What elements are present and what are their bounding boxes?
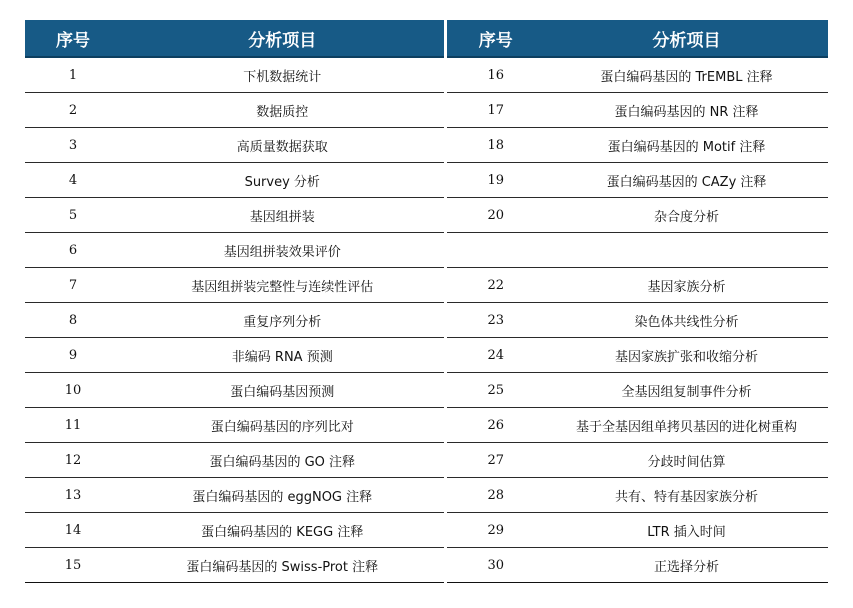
row-left-number: 10 xyxy=(25,373,121,408)
row-right-number: 26 xyxy=(445,408,545,443)
row-right-item: 全基因组复制事件分析 xyxy=(545,373,828,408)
row-right-item xyxy=(545,233,828,268)
row-right-item: 基因家族扩张和收缩分析 xyxy=(545,338,828,373)
row-right-number: 23 xyxy=(445,303,545,338)
header-row xyxy=(25,20,828,57)
header-right-number: 序号 xyxy=(445,20,545,57)
row-right-item: 蛋白编码基因的 NR 注释 xyxy=(545,93,828,128)
table-row xyxy=(25,163,828,198)
row-right-number: 19 xyxy=(445,163,545,198)
row-right-number: 22 xyxy=(445,268,545,303)
table-row xyxy=(25,93,828,128)
table-row xyxy=(25,478,828,513)
row-right-number: 28 xyxy=(445,478,545,513)
row-left-item: 基因组拼装效果评价 xyxy=(121,233,445,268)
analysis-items-table xyxy=(25,20,828,583)
row-left-item: 非编码 RNA 预测 xyxy=(121,338,445,373)
row-left-item: 蛋白编码基因的序列比对 xyxy=(121,408,445,443)
row-right-item: 杂合度分析 xyxy=(545,198,828,233)
row-right-item: 基因家族分析 xyxy=(545,268,828,303)
row-left-item: 基因组拼装完整性与连续性评估 xyxy=(121,268,445,303)
row-left-item: 蛋白编码基因的 GO 注释 xyxy=(121,443,445,478)
table-row xyxy=(25,513,828,548)
row-left-item: 下机数据统计 xyxy=(121,57,445,93)
row-right-number: 20 xyxy=(445,198,545,233)
table-body xyxy=(25,57,828,583)
row-right-item: 染色体共线性分析 xyxy=(545,303,828,338)
row-left-number: 11 xyxy=(25,408,121,443)
table-row xyxy=(25,443,828,478)
row-left-number: 4 xyxy=(25,163,121,198)
row-left-number: 7 xyxy=(25,268,121,303)
row-right-item: 正选择分析 xyxy=(545,548,828,583)
table-row xyxy=(25,548,828,583)
row-right-number: 18 xyxy=(445,128,545,163)
row-right-item: 分歧时间估算 xyxy=(545,443,828,478)
table-row xyxy=(25,373,828,408)
header-right-item: 分析项目 xyxy=(545,20,828,57)
row-left-number: 5 xyxy=(25,198,121,233)
row-right-number: 29 xyxy=(445,513,545,548)
row-left-item: 蛋白编码基因的 KEGG 注释 xyxy=(121,513,445,548)
row-right-item: 蛋白编码基因的 Motif 注释 xyxy=(545,128,828,163)
row-right-item: 蛋白编码基因的 TrEMBL 注释 xyxy=(545,57,828,93)
row-left-item: 蛋白编码基因预测 xyxy=(121,373,445,408)
row-left-number: 13 xyxy=(25,478,121,513)
analysis-items-table-container xyxy=(25,20,828,583)
row-left-number: 9 xyxy=(25,338,121,373)
row-left-item: 蛋白编码基因的 Swiss-Prot 注释 xyxy=(121,548,445,583)
header-left-item: 分析项目 xyxy=(121,20,445,57)
row-left-number: 15 xyxy=(25,548,121,583)
row-right-item: 蛋白编码基因的 CAZy 注释 xyxy=(545,163,828,198)
row-right-number: 24 xyxy=(445,338,545,373)
row-left-number: 8 xyxy=(25,303,121,338)
row-left-item: 蛋白编码基因的 eggNOG 注释 xyxy=(121,478,445,513)
table-row xyxy=(25,57,828,93)
row-right-item: 基于全基因组单拷贝基因的进化树重构 xyxy=(545,408,828,443)
row-left-number: 6 xyxy=(25,233,121,268)
row-right-number: 17 xyxy=(445,93,545,128)
row-left-number: 1 xyxy=(25,57,121,93)
row-left-item: 重复序列分析 xyxy=(121,303,445,338)
table-row xyxy=(25,268,828,303)
table-row xyxy=(25,408,828,443)
row-left-number: 2 xyxy=(25,93,121,128)
row-right-item: 共有、特有基因家族分析 xyxy=(545,478,828,513)
row-left-number: 12 xyxy=(25,443,121,478)
table-row xyxy=(25,233,828,268)
row-right-number xyxy=(445,233,545,268)
row-left-item: 高质量数据获取 xyxy=(121,128,445,163)
row-left-item: 数据质控 xyxy=(121,93,445,128)
row-right-number: 30 xyxy=(445,548,545,583)
row-right-number: 27 xyxy=(445,443,545,478)
row-right-number: 25 xyxy=(445,373,545,408)
row-left-number: 3 xyxy=(25,128,121,163)
row-left-item: 基因组拼装 xyxy=(121,198,445,233)
header-left-number: 序号 xyxy=(25,20,121,57)
table-row xyxy=(25,338,828,373)
row-right-number: 16 xyxy=(445,57,545,93)
table-row xyxy=(25,303,828,338)
row-right-item: LTR 插入时间 xyxy=(545,513,828,548)
row-left-item: Survey 分析 xyxy=(121,163,445,198)
row-left-number: 14 xyxy=(25,513,121,548)
table-header xyxy=(25,20,828,57)
table-row xyxy=(25,128,828,163)
table-row xyxy=(25,198,828,233)
